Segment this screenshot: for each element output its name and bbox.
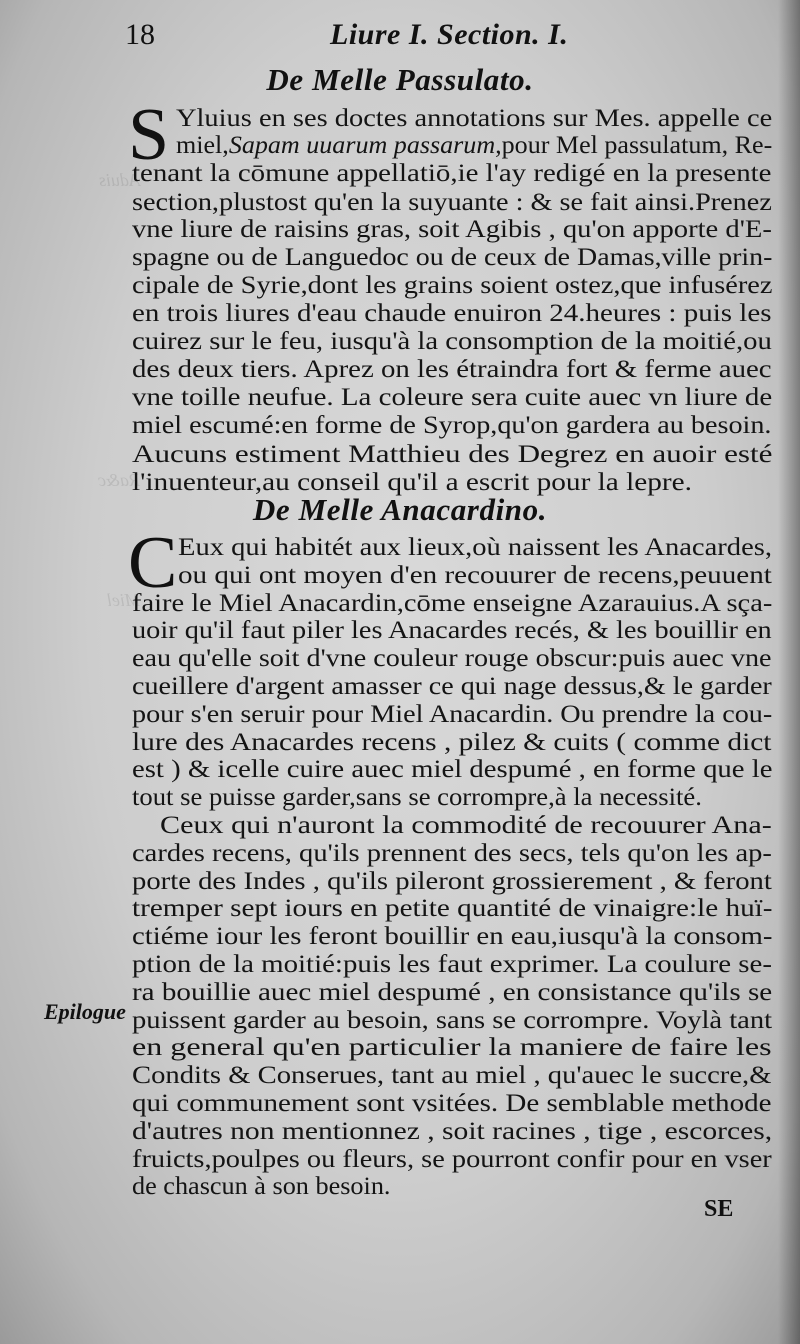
- section-heading-anacardino: De Melle Anacardino.: [252, 492, 548, 527]
- text-line: puissent garder au besoin, sans se corrompre. Voylà tant: [132, 1007, 773, 1034]
- bleed-through-text: Miel: [107, 590, 140, 610]
- text-line: ra bouillie auec miel despumé , en consistance qu'ils se: [132, 979, 773, 1006]
- running-head: [125, 18, 775, 54]
- text-line: ctiéme iour les feront bouillir en eau,iusqu'à la consom-: [132, 923, 773, 950]
- text-line: ou qui ont moyen d'en recouurer de recens,peuuent: [178, 562, 772, 589]
- text-line: lure des Anacardes recens , pilez & cuits ( comme dict: [132, 729, 772, 756]
- text-run: en trois liures d'eau chaude enuiron 24.heures : puis les: [132, 300, 772, 327]
- text-line: Ceux qui n'auront la commodité de recouurer Ana-: [160, 812, 772, 839]
- text-run: miel,: [176, 132, 229, 159]
- text-line: [132, 243, 772, 272]
- text-line: fruicts,poulpes ou fleurs, se pourront confir pour en vser: [132, 1146, 772, 1173]
- text-run: vne liure de raisins gras, soit Agibis , qu'on apporte d'E-: [132, 216, 772, 243]
- text-line: [132, 411, 771, 440]
- text-line: uoir qu'il faut piler les Anacardes recés, & les bouillir en: [132, 617, 772, 644]
- text-run: vne toille neufue. La coleure sera cuite auec vn liure de: [132, 384, 773, 411]
- text-line: [132, 440, 773, 469]
- text-run: des deux tiers. Aprez on les étraindra fort & ferme auec: [132, 356, 772, 383]
- text-line: tout se puisse garder,sans se corrompre,à la necessité.: [132, 784, 702, 811]
- drop-cap-s: S: [128, 94, 170, 176]
- page-number: 18: [125, 18, 155, 51]
- bleed-through-text: Ra&c: [98, 470, 140, 490]
- text-line: Condits & Conserues, tant au miel , qu'auec le succre,&: [132, 1062, 772, 1089]
- text-run: section,plustost qu'en la suyuante : & se fait ainsi.Prenez: [132, 189, 772, 216]
- text-line: porte des Indes , qu'ils pileront grossierement , & feront: [132, 868, 772, 895]
- text-line: [176, 131, 772, 160]
- text-line: en general qu'en particulier la maniere de faire les: [132, 1034, 772, 1061]
- text-line: [132, 159, 771, 188]
- italic-run: Sapam uuarum passarum,: [228, 132, 502, 159]
- bleed-through-text: Aduis: [98, 170, 140, 190]
- text-run: pour Mel passulatum, Re-: [501, 132, 773, 159]
- text-run: Yluius en ses doctes annotations sur Mes. appelle ce: [176, 105, 773, 132]
- page-edge-shadow: [778, 0, 800, 1344]
- text-line: qui communement sont vsitées. De semblable methode: [132, 1090, 772, 1117]
- text-run: Aucuns estiment Matthieu des Degrez en auoir esté: [132, 441, 773, 468]
- text-run: l'inuenteur,au conseil qu'il a escrit pour la lepre.: [132, 469, 692, 496]
- text-line: eau qu'elle soit d'vne couleur rouge obscur:puis auec vne: [132, 645, 772, 672]
- text-line: [132, 355, 772, 384]
- catchword: SE: [704, 1196, 734, 1222]
- text-run: cuirez sur le feu, iusqu'à la consomption de la moitié,ou: [132, 328, 772, 355]
- text-line: tremper sept iours en petite quantité de vinaigre:le huï-: [132, 895, 773, 922]
- text-line: cueillere d'argent amasser ce qui nage dessus,& le garder: [132, 673, 772, 700]
- text-line: cardes recens, qu'ils prennent des secs, tels qu'on les ap-: [132, 840, 772, 867]
- text-line: [132, 215, 772, 244]
- text-line: [132, 327, 772, 356]
- text-line: ption de la moitié:puis les faut exprimer. La coulure se-: [132, 951, 772, 978]
- text-line: est ) & icelle cuire auec miel despumé , en forme que le: [132, 756, 773, 783]
- text-run: miel escumé:en forme de Syrop,qu'on gardera au besoin.: [132, 412, 772, 439]
- margin-note-epilogue: Epilogue: [44, 999, 126, 1024]
- text-line: de chascun à son besoin.: [132, 1173, 391, 1200]
- text-run: tenant la cōmune appellatiō,ie l'ay redigé en la presente: [132, 160, 772, 187]
- text-line: [132, 271, 772, 300]
- text-line: Eux qui habitét aux lieux,où naissent les Anacardes,: [178, 534, 773, 561]
- text-line: faire le Miel Anacardin,cōme enseigne Azarauius.A sça-: [132, 590, 773, 617]
- text-line: [132, 383, 772, 412]
- text-line: [132, 188, 772, 217]
- running-title: Liure I. Section. I.: [330, 18, 569, 51]
- drop-cap-c: C: [128, 522, 178, 604]
- text-run: spagne ou de Languedoc ou de ceux de Damas,ville prin-: [132, 244, 773, 271]
- section-heading-passulato: De Melle Passulato.: [266, 62, 534, 97]
- text-run: cipale de Syrie,dont les grains soient ostez,que infusérez: [132, 272, 773, 299]
- text-line: [132, 299, 771, 328]
- text-line: pour s'en seruir pour Miel Anacardin. Ou prendre la cou-: [132, 701, 773, 728]
- text-line: [176, 104, 772, 133]
- text-line: d'autres non mentionnez , soit racines , tige , escorces,: [132, 1118, 773, 1145]
